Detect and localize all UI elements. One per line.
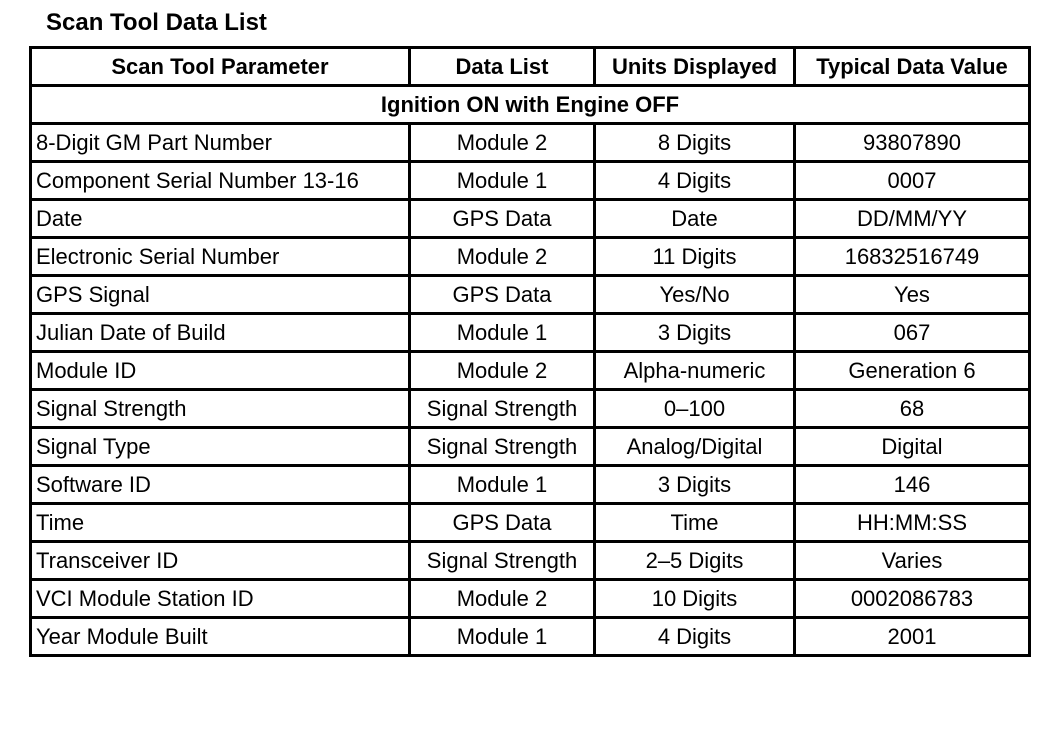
table-row	[31, 504, 1030, 542]
cell-units: 10 Digits	[595, 580, 795, 618]
cell-parameter: Date	[31, 200, 410, 238]
cell-parameter: Time	[31, 504, 410, 542]
section-header: Ignition ON with Engine OFF	[31, 86, 1030, 124]
cell-data-list: Module 2	[410, 238, 595, 276]
cell-parameter: VCI Module Station ID	[31, 580, 410, 618]
cell-data-list: Module 1	[410, 618, 595, 656]
table-row	[31, 314, 1030, 352]
table-row	[31, 276, 1030, 314]
cell-parameter: Transceiver ID	[31, 542, 410, 580]
cell-units: Alpha-numeric	[595, 352, 795, 390]
table-row	[31, 466, 1030, 504]
table-header-row	[31, 48, 1030, 86]
table-row	[31, 542, 1030, 580]
column-header-scan-tool-parameter: Scan Tool Parameter	[31, 48, 410, 86]
cell-data-list: Module 2	[410, 124, 595, 162]
cell-typical-value: Digital	[795, 428, 1030, 466]
column-header-units-displayed: Units Displayed	[595, 48, 795, 86]
cell-parameter: 8-Digit GM Part Number	[31, 124, 410, 162]
cell-typical-value: 0002086783	[795, 580, 1030, 618]
scan-tool-data-table	[29, 46, 1031, 657]
table-row	[31, 618, 1030, 656]
page-title: Scan Tool Data List	[46, 9, 267, 36]
cell-units: Date	[595, 200, 795, 238]
cell-units: Time	[595, 504, 795, 542]
cell-units: Yes/No	[595, 276, 795, 314]
table-row	[31, 124, 1030, 162]
column-header-typical-data-value: Typical Data Value	[795, 48, 1030, 86]
cell-data-list: GPS Data	[410, 200, 595, 238]
cell-data-list: Module 1	[410, 314, 595, 352]
cell-parameter: GPS Signal	[31, 276, 410, 314]
cell-units: 3 Digits	[595, 314, 795, 352]
cell-units: 0–100	[595, 390, 795, 428]
cell-units: 3 Digits	[595, 466, 795, 504]
cell-data-list: GPS Data	[410, 276, 595, 314]
cell-typical-value: 0007	[795, 162, 1030, 200]
cell-typical-value: 146	[795, 466, 1030, 504]
cell-data-list: Signal Strength	[410, 542, 595, 580]
cell-data-list: Module 1	[410, 466, 595, 504]
cell-parameter: Software ID	[31, 466, 410, 504]
cell-units: 8 Digits	[595, 124, 795, 162]
cell-units: Analog/Digital	[595, 428, 795, 466]
table-row	[31, 200, 1030, 238]
cell-parameter: Signal Strength	[31, 390, 410, 428]
table-row	[31, 580, 1030, 618]
table-row	[31, 352, 1030, 390]
cell-data-list: GPS Data	[410, 504, 595, 542]
cell-parameter: Year Module Built	[31, 618, 410, 656]
cell-parameter: Component Serial Number 13-16	[31, 162, 410, 200]
cell-typical-value: 16832516749	[795, 238, 1030, 276]
table-row	[31, 428, 1030, 466]
cell-typical-value: 93807890	[795, 124, 1030, 162]
cell-typical-value: 2001	[795, 618, 1030, 656]
table-row	[31, 162, 1030, 200]
cell-data-list: Module 1	[410, 162, 595, 200]
cell-parameter: Electronic Serial Number	[31, 238, 410, 276]
cell-typical-value: DD/MM/YY	[795, 200, 1030, 238]
cell-parameter: Signal Type	[31, 428, 410, 466]
cell-data-list: Signal Strength	[410, 390, 595, 428]
column-header-data-list: Data List	[410, 48, 595, 86]
section-header-row	[31, 86, 1030, 124]
cell-units: 4 Digits	[595, 618, 795, 656]
table-row	[31, 238, 1030, 276]
cell-data-list: Module 2	[410, 352, 595, 390]
cell-data-list: Signal Strength	[410, 428, 595, 466]
cell-units: 4 Digits	[595, 162, 795, 200]
cell-parameter: Module ID	[31, 352, 410, 390]
cell-units: 2–5 Digits	[595, 542, 795, 580]
cell-typical-value: Varies	[795, 542, 1030, 580]
cell-units: 11 Digits	[595, 238, 795, 276]
cell-parameter: Julian Date of Build	[31, 314, 410, 352]
cell-typical-value: HH:MM:SS	[795, 504, 1030, 542]
cell-typical-value: 067	[795, 314, 1030, 352]
cell-typical-value: 68	[795, 390, 1030, 428]
cell-data-list: Module 2	[410, 580, 595, 618]
table-row	[31, 390, 1030, 428]
cell-typical-value: Yes	[795, 276, 1030, 314]
cell-typical-value: Generation 6	[795, 352, 1030, 390]
